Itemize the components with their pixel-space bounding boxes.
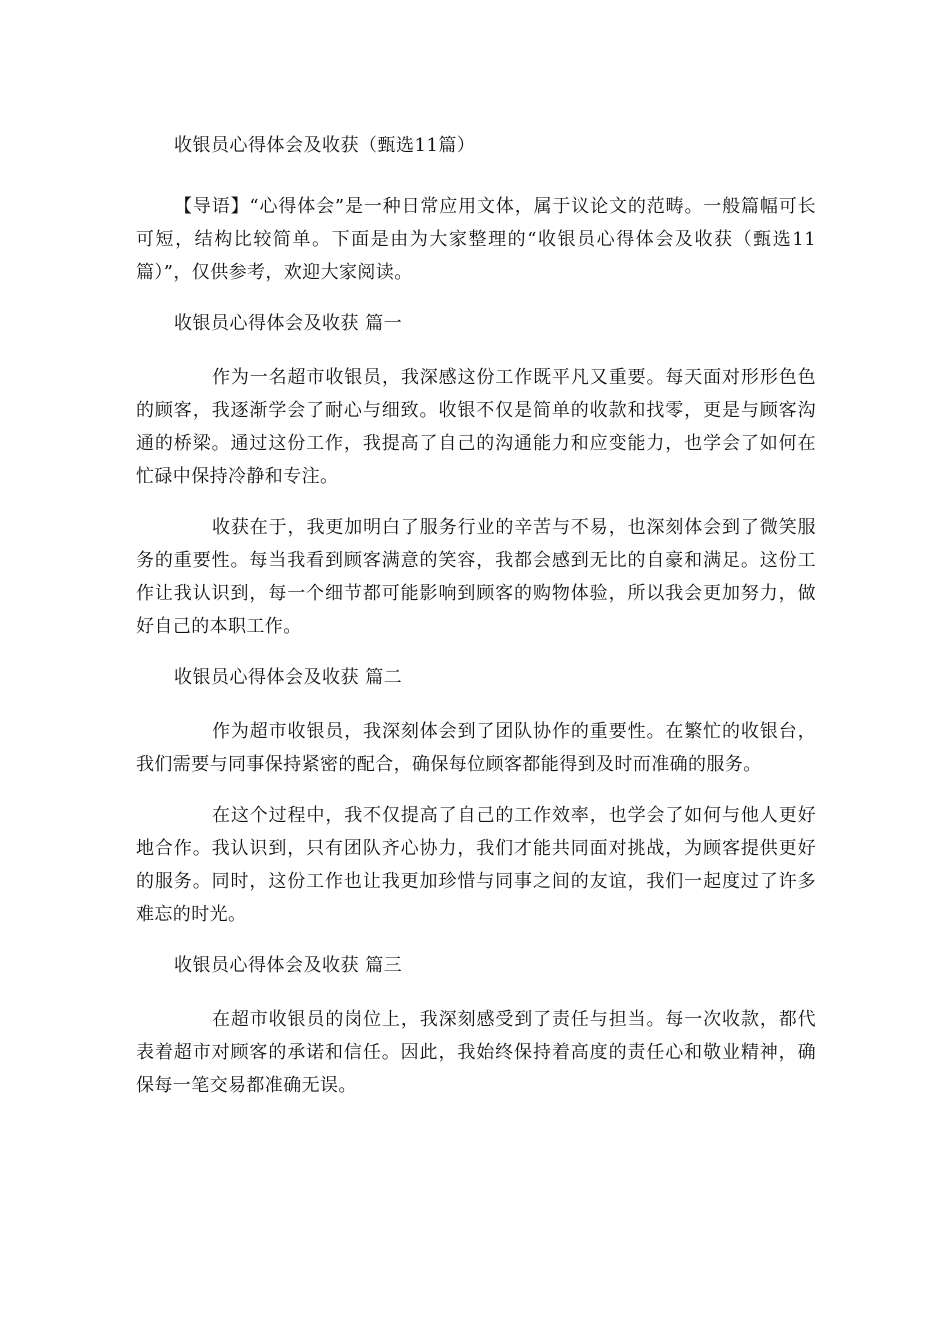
section-3	[136, 949, 816, 1102]
section-paragraph: 作为一名超市收银员，我深感这份工作既平凡又重要。每天面对形形色色的顾客，我逐渐学会了耐心与细致。收银不仅是简单的收款和找零，更是与顾客沟通的桥梁。通过这份工作，我提高了自己的沟通能力和应变能力，也学会了如何在忙碌中保持冷静和专注。	[136, 367, 816, 487]
section-heading: 收银员心得体会及收获 篇一	[174, 313, 403, 334]
section-paragraph: 收获在于，我更加明白了服务行业的辛苦与不易，也深刻体会到了微笑服务的重要性。每当我看到顾客满意的笑容，我都会感到无比的自豪和满足。这份工作让我认识到，每一个细节都可能影响到顾客的购物体验，所以我会更加努力，做好自己的本职工作。	[136, 517, 816, 637]
section-paragraph: 作为超市收银员，我深刻体会到了团队协作的重要性。在繁忙的收银台，我们需要与同事保持紧密的配合，确保每位顾客都能得到及时而准确的服务。	[136, 721, 816, 775]
section-paragraph: 在这个过程中，我不仅提高了自己的工作效率，也学会了如何与他人更好地合作。我认识到，只有团队齐心协力，我们才能共同面对挑战，为顾客提供更好的服务。同时，这份工作也让我更加珍惜与同事之间的友谊，我们一起度过了许多难忘的时光。	[136, 805, 816, 925]
section-paragraph: 在超市收银员的岗位上，我深刻感受到了责任与担当。每一次收款，都代表着超市对顾客的承诺和信任。因此，我始终保持着高度的责任心和敬业精神，确保每一笔交易都准确无误。	[136, 1009, 816, 1096]
document-body	[136, 128, 816, 1120]
section-1	[136, 307, 816, 643]
section-heading: 收银员心得体会及收获 篇二	[174, 667, 403, 688]
section-2	[136, 661, 816, 931]
section-heading: 收银员心得体会及收获 篇三	[174, 955, 403, 976]
document-title: 收银员心得体会及收获（甄选11篇）	[174, 135, 476, 156]
intro-paragraph: 【导语】“心得体会”是一种日常应用文体，属于议论文的范畴。一般篇幅可长可短，结构比较简单。下面是由为大家整理的“收银员心得体会及收获（甄选11篇）”，仅供参考，欢迎大家阅读。	[136, 196, 816, 283]
